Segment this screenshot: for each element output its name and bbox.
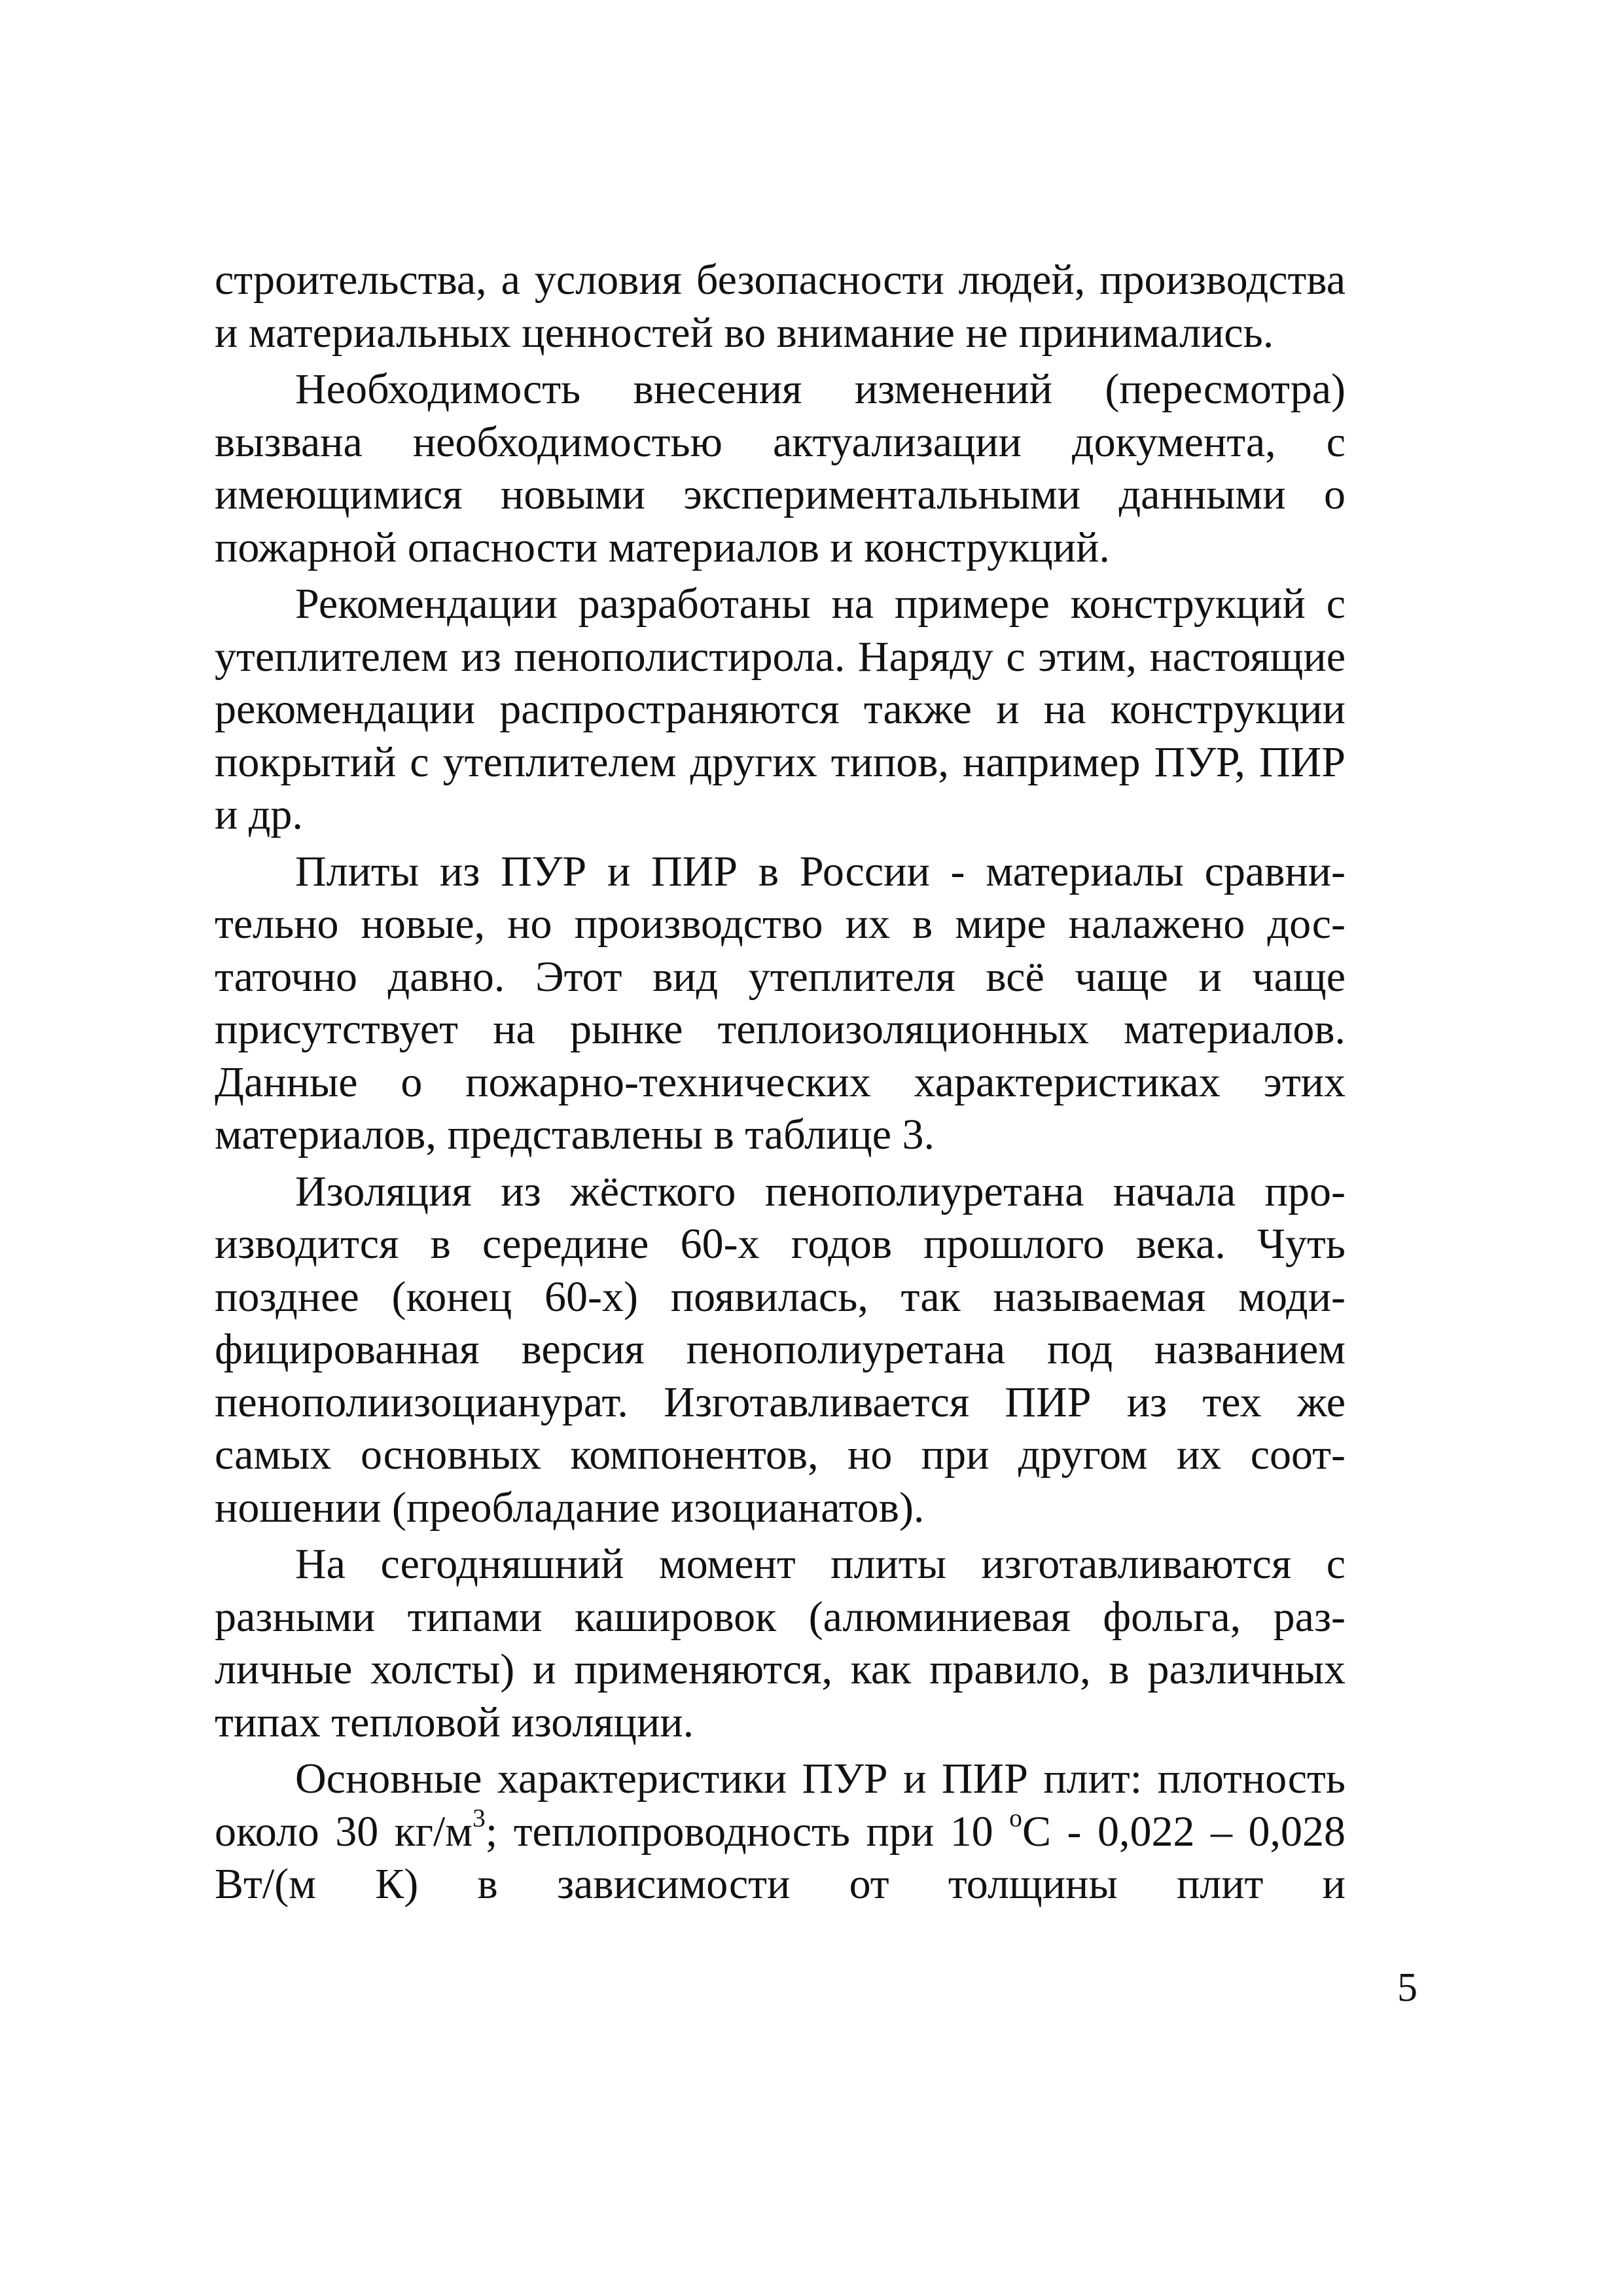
paragraph-insulation-history: Изоляция из жёсткого пенополиуретана начала производится в середине 60-х годов прошлого века. Чуть позднее (конец 60-х) появилась, так называемая модифицированная версия пенополиуретана под названием пенополиизоцианурат. Изготавливается ПИР из тех же самых основных компонентов, но при другом их соотношении (преобладание изоцианатов). — [215, 1167, 1346, 1532]
characteristics-text-part2: ; теплопроводность при 10 — [485, 1807, 1010, 1856]
characteristics-text-part3: С - 0,022 – 0,028 Вт/(м К) в зависимости от толщины плит и — [215, 1807, 1346, 1908]
paragraph-characteristics — [215, 1753, 1346, 1911]
paragraph-revision-reason: Необходимость внесения изменений (пересмотра) вызвана необходимостью актуализации документа, с имеющимися новыми экспериментальными данными о пожарной опасности материалов и конструкций. — [215, 365, 1346, 571]
paragraph-continuation: строительства, а условия безопасности людей, производства и материальных ценностей во внимание не принимались. — [215, 256, 1346, 357]
characteristics-text-part1: Основные характеристики ПУР и ПИР плит: плотность около 30 кг/м — [215, 1755, 1346, 1856]
page-number: 5 — [1397, 1965, 1418, 2010]
paragraph-pur-pir-plates: Плиты из ПУР и ПИР в России - материалы сравнительно новые, но производство их в мире налажено достаточно давно. Этот вид утеплителя всё чаще и чаще присутствует на рынке теплоизоляционных материалов. Данные о пожарно-технических характеристиках этих материалов, представлены в таблице 3. — [215, 847, 1346, 1158]
superscript-cubic: 3 — [473, 1803, 486, 1832]
body-text — [215, 254, 1346, 1911]
paragraph-recommendations-scope: Рекомендации разработаны на примере конструкций с утеплителем из пенополистирола. Наряду с этим, настоящие рекомендации распространяются также и на конструкции покрытий с утеплителем других типов, например ПУР, ПИР и др. — [215, 580, 1346, 838]
paragraph-facings: На сегодняшний момент плиты изготавливаются с разными типами кашировок (алюминиевая фольга, различные холсты) и применяются, как правило, в различных типах тепловой изоляции. — [215, 1540, 1346, 1746]
superscript-degree: o — [1009, 1803, 1022, 1832]
